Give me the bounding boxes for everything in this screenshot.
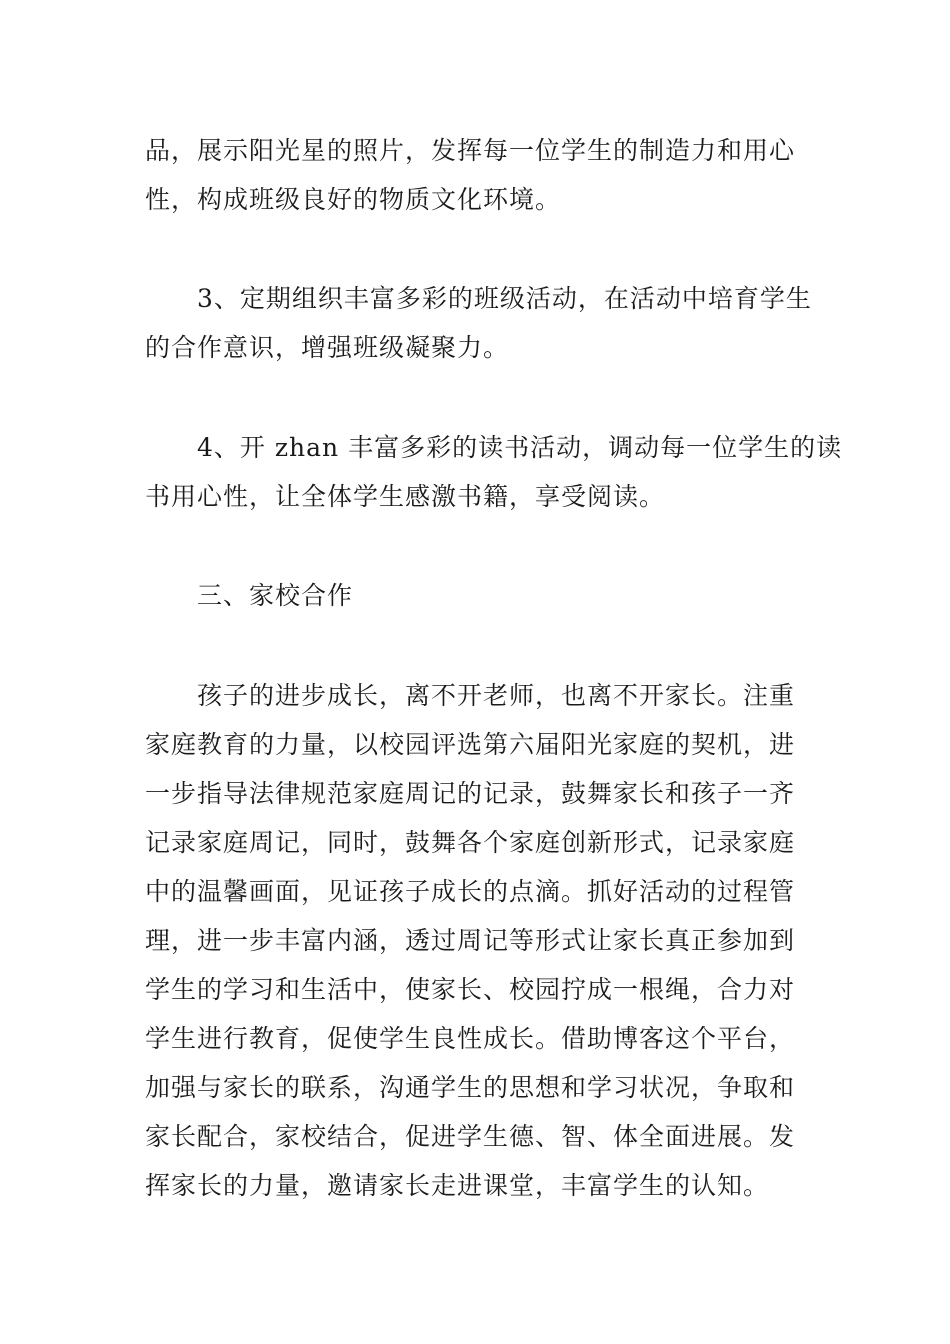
- section-heading: [145, 571, 810, 620]
- paragraph-class-activities: [145, 274, 810, 372]
- paragraph-reading-activities: [145, 423, 843, 521]
- text-line: 3、定期组织丰富多彩的班级活动，在活动中培育学生: [197, 284, 812, 313]
- text-line: 一步指导法律规范家庭周记的记录，鼓舞家长和孩子一齐: [145, 779, 796, 808]
- text-line: 的合作意识，增强班级凝聚力。: [145, 333, 510, 362]
- text-line: 记录家庭周记，同时，鼓舞各个家庭创新形式，记录家庭: [145, 828, 796, 857]
- text-line: 学生进行教育，促使学生良性成长。借助博客这个平台，: [145, 1024, 796, 1053]
- text-line: 品，展示阳光星的照片，发挥每一位学生的制造力和用心: [145, 136, 796, 165]
- paragraph-material-culture: [145, 126, 810, 224]
- text-line: 挥家长的力量，邀请家长走进课堂，丰富学生的认知。: [145, 1171, 770, 1200]
- heading-home-school-cooperation: 三、家校合作: [197, 581, 354, 610]
- text-line: 理，进一步丰富内涵，透过周记等形式让家长真正参加到: [145, 926, 796, 955]
- text-line: 孩子的进步成长，离不开老师，也离不开家长。注重: [197, 681, 796, 710]
- text-line: 加强与家长的联系，沟通学生的思想和学习状况，争取和: [145, 1073, 796, 1102]
- paragraph-home-school-cooperation: [145, 671, 810, 1210]
- text-line: 家长配合，家校结合，促进学生德、智、体全面进展。发: [145, 1122, 796, 1151]
- text-line: 家庭教育的力量，以校园评选第六届阳光家庭的契机，进: [145, 730, 796, 759]
- text-line: 学生的学习和生活中，使家长、校园拧成一根绳，合力对: [145, 975, 796, 1004]
- text-line: 书用心性，让全体学生感激书籍，享受阅读。: [145, 482, 666, 511]
- text-line: 中的温馨画面，见证孩子成长的点滴。抓好活动的过程管: [145, 877, 796, 906]
- text-line: 4、开 zhan 丰富多彩的读书活动，调动每一位学生的读: [197, 433, 843, 462]
- text-line: 性，构成班级良好的物质文化环境。: [145, 185, 562, 214]
